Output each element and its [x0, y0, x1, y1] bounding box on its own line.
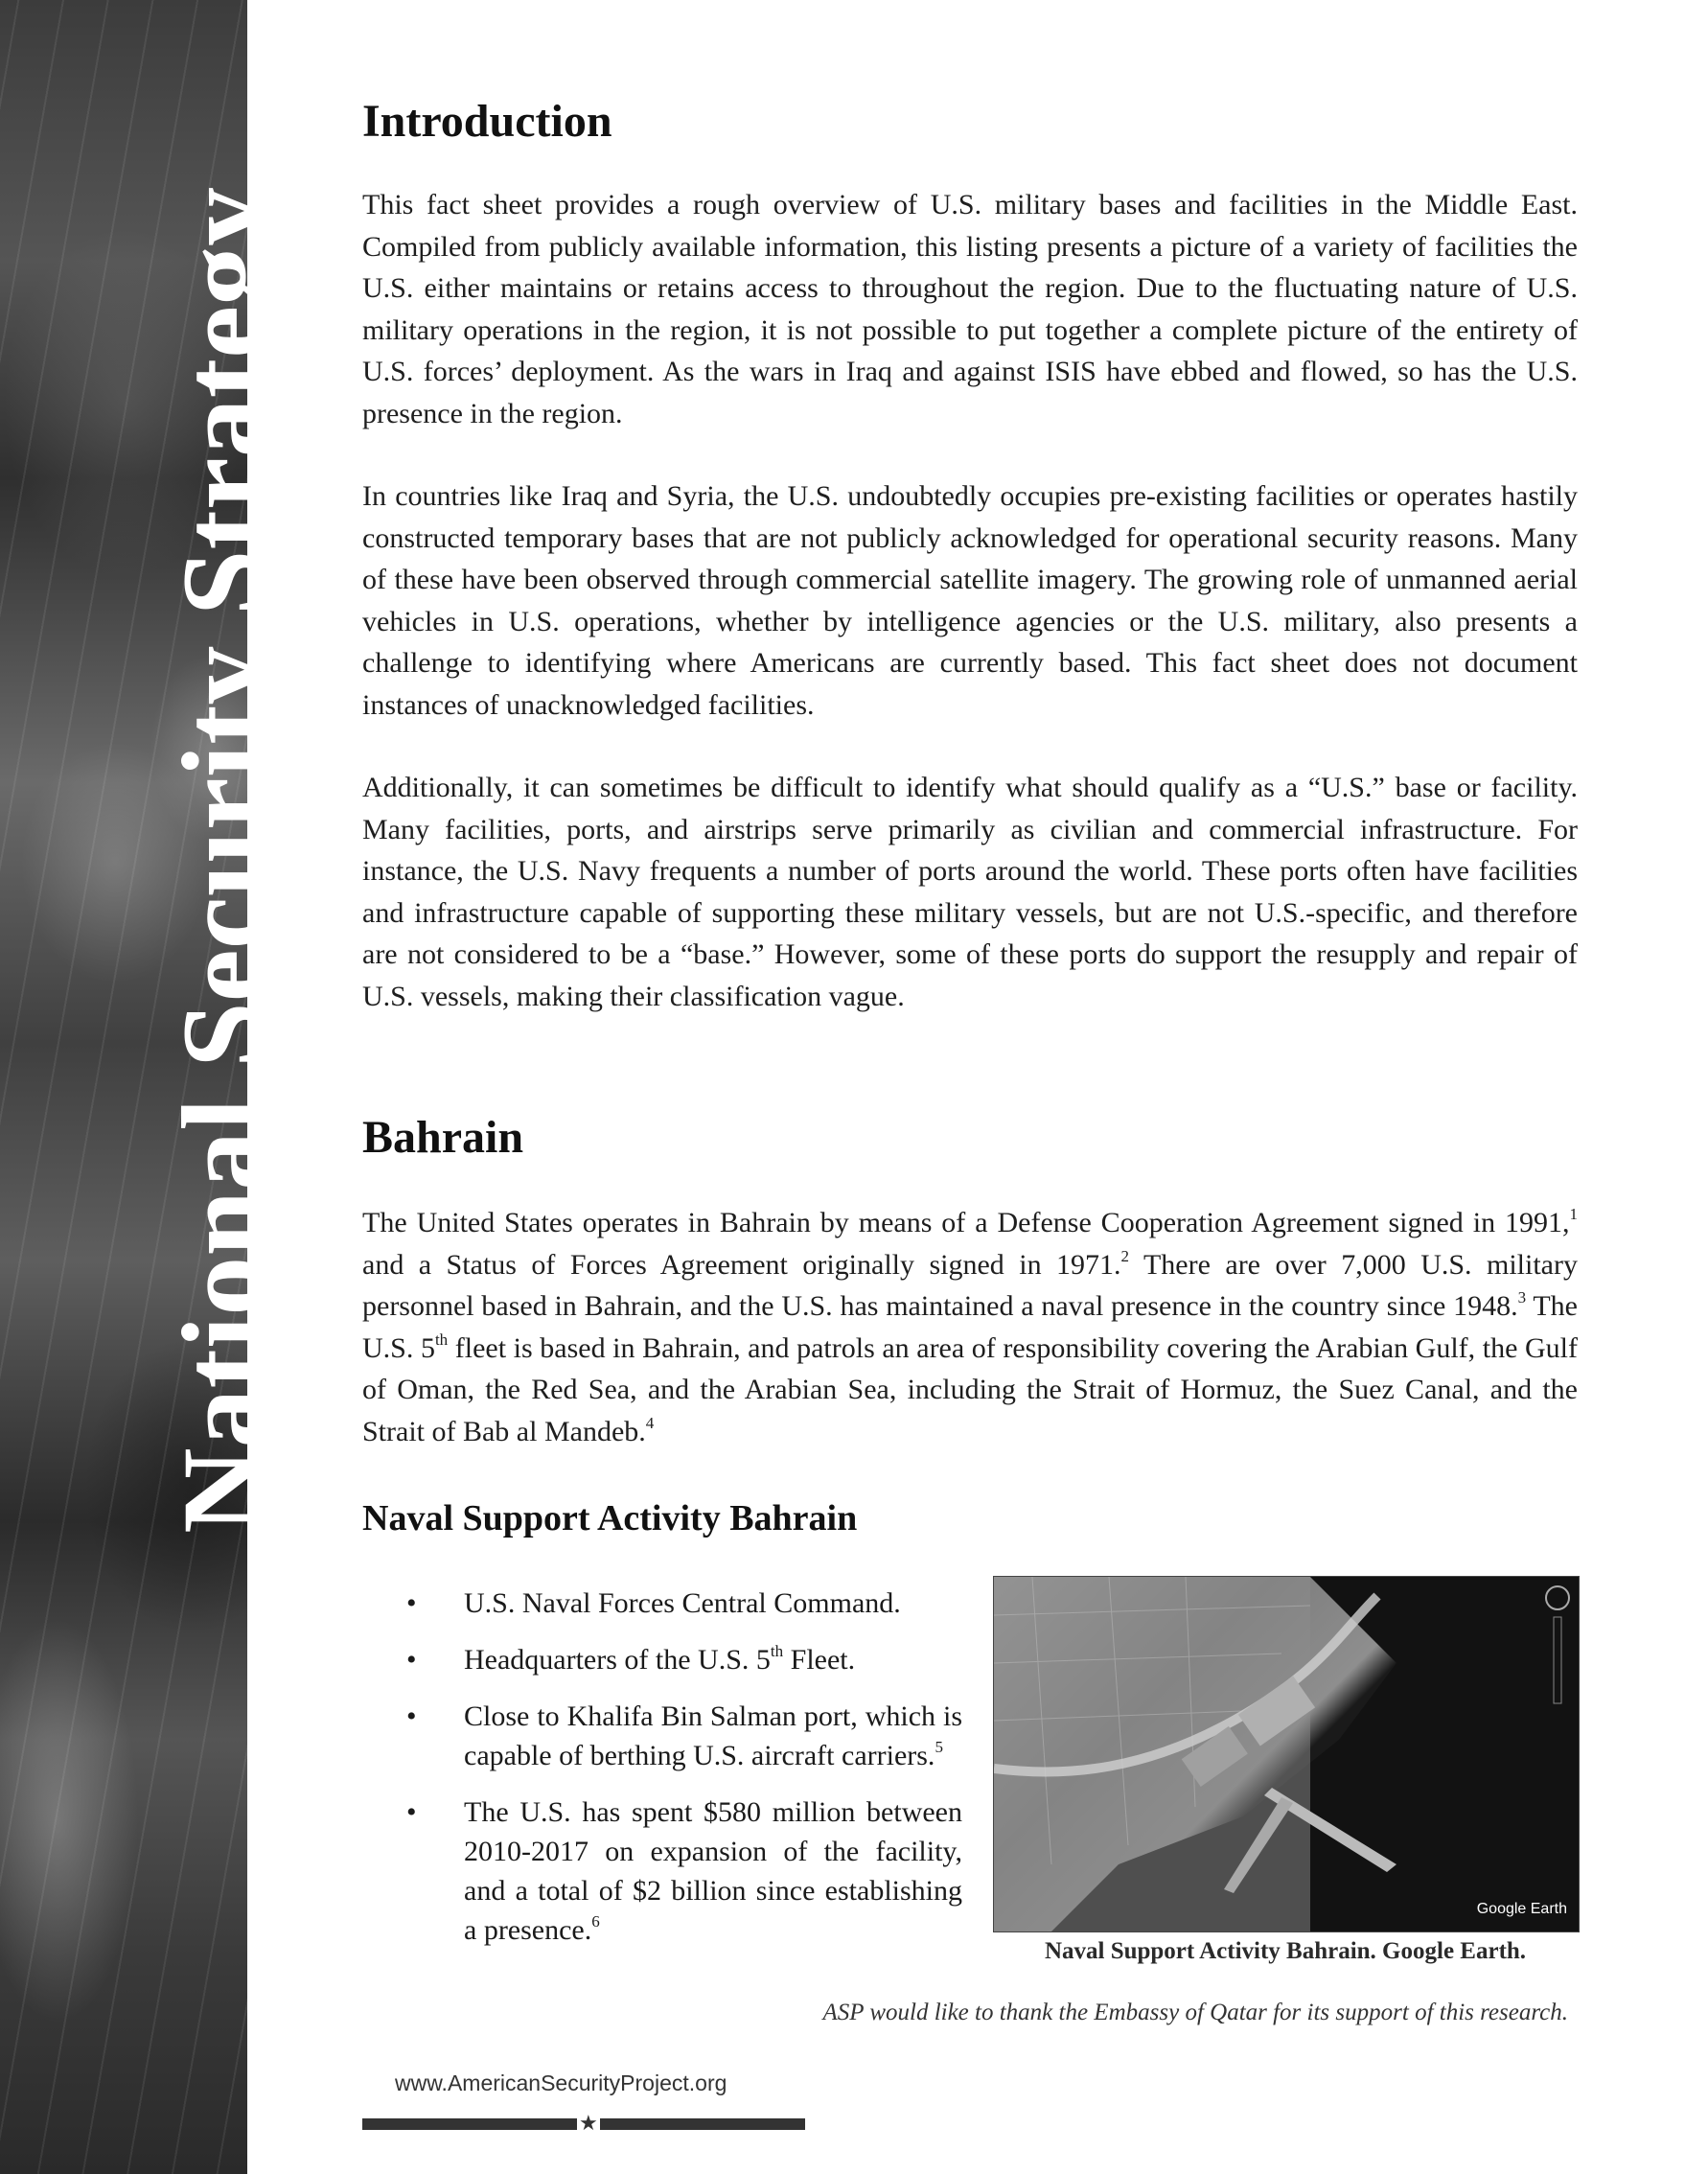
satellite-image [993, 1576, 1580, 1932]
nsa-bahrain-heading: Naval Support Activity Bahrain [362, 1498, 858, 1538]
bullet-icon: • [406, 1587, 417, 1619]
footnote-4: 4 [645, 1413, 655, 1432]
bullet-icon: • [406, 1796, 417, 1828]
footnote-5: 5 [935, 1738, 943, 1756]
bullet-text: U.S. Naval Forces Central Command. [464, 1587, 901, 1619]
footnote-1: 1 [1569, 1205, 1578, 1223]
ordinal-suffix: th [770, 1642, 784, 1660]
google-earth-label: Google Earth [1476, 1901, 1567, 1917]
sidebar-banner [0, 0, 289, 2174]
website-link[interactable]: www.AmericanSecurityProject.org [395, 2070, 727, 2095]
footnote-2: 2 [1120, 1246, 1130, 1265]
footnote-3: 3 [1517, 1288, 1527, 1307]
bahrain-text-c: There are over 7,000 U.S. military personnel based in Bahrain, and the U.S. has maintained a naval presence in the country since 1948. [362, 1248, 1578, 1322]
list-item [406, 1792, 962, 1950]
bullet-icon: • [406, 1700, 417, 1732]
bahrain-text-a: The United States operates in Bahrain by means of a Defense Cooperation Agreement signed in 1991, [362, 1207, 1570, 1238]
ordinal-suffix: th [434, 1330, 449, 1349]
bullet-text-b: Fleet. [783, 1644, 856, 1676]
bahrain-text-e: fleet is based in Bahrain, and patrols an area of responsibility covering the Arabian Gulf, the Gulf of Oman, the Red Sea, and the Arabian Sea, including the Strait of Hormuz, the Suez Canal, and the Strait of Bab al Mandeb. [362, 1331, 1578, 1447]
acknowledgement-text: ASP would like to thank the Embassy of Qatar for its support of this research. [822, 2000, 1568, 2025]
bullet-text-a: Headquarters of the U.S. 5 [464, 1644, 771, 1676]
intro-paragraph-1: This fact sheet provides a rough overview of U.S. military bases and facilities in the Middle East. Compiled from publicly available information, this listing presents a picture of a variety of facilities the U.S. either maintains or retains access to throughout the region. Due to the fluctuating nature of U.S. military operations in the region, it is not possible to put together a complete picture of the entirety of U.S. forces’ deployment. As the wars in Iraq and against ISIS have ebbed and flowed, so has the U.S. presence in the region. [362, 189, 1578, 429]
bahrain-text-b: and a Status of Forces Agreement originally signed in 1971. [362, 1248, 1121, 1281]
bullet-text: The U.S. has spent $580 million between 2010-2017 on expansion of the facility, and a total of $2 billion since establishing a presence. [464, 1796, 962, 1946]
satellite-illustration [994, 1577, 1579, 1931]
intro-paragraph-2: In countries like Iraq and Syria, the U.S. undoubtedly occupies pre-existing facilities or operates hastily constructed temporary bases that are not publicly acknowledged for operational security reasons. Many of these have been observed through commercial satellite imagery. The growing role of unmanned aerial vehicles in U.S. operations, whether by intelligence agencies or the U.S. military, also presents a challenge to identifying where Americans are currently based. This fact sheet does not document instances of unacknowledged facilities. [362, 480, 1578, 721]
bahrain-heading: Bahrain [362, 1112, 524, 1163]
bahrain-text-d: The U.S. 5 [362, 1290, 1578, 1364]
image-caption: Naval Support Activity Bahrain. Google Earth. [1044, 1938, 1527, 1964]
intro-paragraph-3: Additionally, it can sometimes be difficult to identify what should qualify as a “U.S.” base or facility. Many facilities, ports, and airstrips serve primarily as civilian and commercial infrastructure. For instance, the U.S. Navy frequents a number of ports around the world. These ports often have facilities and infrastructure capable of supporting these military vessels, but are not U.S.-specific, and therefore are not considered to be a “base.” However, some of these ports do support the resupply and repair of U.S. vessels, making their classification vague. [362, 772, 1578, 1012]
list-item [406, 1640, 962, 1679]
footnote-6: 6 [591, 1912, 600, 1931]
bullet-icon: • [406, 1644, 417, 1676]
star-icon: ★ [579, 2111, 598, 2135]
bullet-text: Close to Khalifa Bin Salman port, which is capable of berthing U.S. aircraft carriers. [464, 1700, 962, 1771]
nsa-bullet-list [406, 1584, 962, 1967]
bahrain-paragraph [362, 1202, 1578, 1452]
sidebar-title: National Security Strategy [158, 186, 289, 1534]
list-item [406, 1697, 962, 1775]
list-item [406, 1584, 962, 1623]
introduction-heading: Introduction [362, 96, 612, 147]
